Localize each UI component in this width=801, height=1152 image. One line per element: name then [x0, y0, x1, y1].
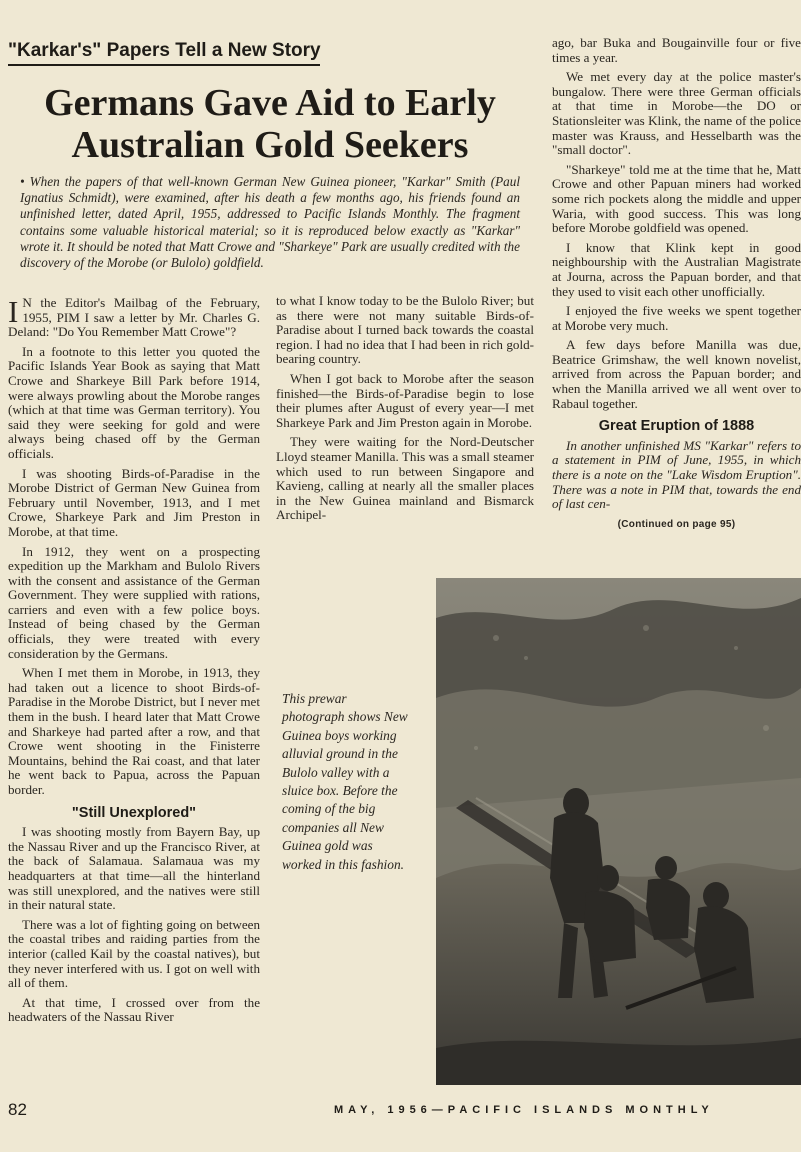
paragraph: I know that Klink kept in good neighbourship with the Australian Magistrate at Journa, across the Papuan border, and that they used to visit each other unofficially.: [552, 239, 801, 299]
page-number: 82: [8, 1100, 27, 1119]
text-column-3: [552, 36, 801, 576]
paragraph: When I met them in Morobe, in 1913, they had taken out a licence to shoot Birds-of-Paradise in the Morobe District, but I never met them in the bush. I heard later that Matt Crowe and Sharkeye had parted after a row, and that Crowe went shooting in the Finisterre Mountains, behind the Rai coast, and that later he went back to Papua, across the Papuan border.: [8, 665, 260, 797]
text-column-2: [276, 294, 534, 584]
paragraph: There was a lot of fighting going on between the coastal tribes and raiding parties from the interior (called Kail by the coastal natives), but they never interfered with us. I got on well with all of them.: [8, 916, 260, 991]
photo-caption: This prewar photograph shows New Guinea boys working alluvial ground in the Bulolo valley with a sluice box. Before the coming of the big companies all New Guinea gold was worked in this fashion.: [282, 691, 408, 872]
paragraph: We met every day at the police master's bungalow. There were three German officials at that time in Morobe—the DO or Stationsleiter was Klink, the name of the police master was Krauss, and Hesselbarth was the "small doctor".: [552, 69, 801, 158]
paragraph: I was shooting Birds-of-Paradise in the Morobe District of German New Guinea from February until November, 1913, and I met Crowe, Sharkeye Park and Jim Preston in Morobe, at that time.: [8, 465, 260, 539]
paragraph: "Sharkeye" told me at the time that he, Matt Crowe and other Papuan miners had worked some rich pockets along the middle and upper Waria, with good success. This was long before Morobe goldfield was opened.: [552, 161, 801, 236]
headline-line-2: Australian Gold Seekers: [71, 124, 469, 166]
paragraph: They were waiting for the Nord-Deutscher Lloyd steamer Manilla. This was a small steamer which used to run between Singapore and Kavieng, calling at nearly all the smaller places in the New Guinea mainland and Bismarck Archipel-: [276, 434, 534, 523]
paragraph: At that time, I crossed over from the headwaters of the Nassau River: [8, 994, 260, 1025]
article-intro: • When the papers of that well-known German New Guinea pioneer, "Karkar" Smith (Paul Ignatius Schmidt), were examined, after his death a few months ago, his friends found an unfinished letter, dated April, 1955, addressed to Pacific Islands Monthly. The fragment contains some valuable historical material; so it is reproduced below exactly as "Karkar" wrote it. It should be noted that Matt Crowe and "Sharkeye" Park are usually credited with the discovery of the Morobe (or Bulolo) goldfield.: [20, 174, 520, 271]
paragraph: When I got back to Morobe after the season finished—the Birds-of-Paradise begin to lose their plumes after August of every year—I met Sharkeye Park and Jim Preston again in Morobe.: [276, 370, 534, 430]
continued-note: (Continued on page 95): [617, 518, 736, 530]
paragraph: ago, bar Buka and Bougainville four or five times a year.: [552, 36, 801, 65]
running-footer: MAY, 1956—PACIFIC ISLANDS MONTHLY: [334, 1104, 714, 1116]
article-kicker: "Karkar's" Papers Tell a New Story: [8, 40, 320, 66]
paragraph: I enjoyed the five weeks we spent together at Morobe very much.: [552, 303, 801, 333]
paragraph: I was shooting mostly from Bayern Bay, up the Nassau River and up the Francisco River, at the back of Salamaua. Salamaua was my headquarters at that time—all the hinterland was still unexplored, and the natives were still in their natural state.: [8, 824, 260, 913]
paragraph: In another unfinished MS "Karkar" refers to a statement in PIM of June, 1955, in which there is a note on the "Lake Wisdom Eruption". There was a note in PIM that, towards the end of last cen-: [552, 437, 801, 512]
paragraph: to what I know today to be the Bulolo River; but as there were not many suitable Birds-of-Paradise about I turned back towards the coastal region. I had no idea that I had been in rich gold-bearing country.: [276, 294, 534, 367]
drop-cap: I: [8, 296, 19, 329]
text-column-1: [8, 296, 260, 1086]
paragraph: A few days before Manilla was due, Beatrice Grimshaw, the well known novelist, arrived from across the Papuan border; and when the Manilla arrived we all went over to Rabaul together.: [552, 337, 801, 411]
headline-line-1: Germans Gave Aid to Early: [44, 82, 496, 124]
section-subhead: Great Eruption of 1888: [598, 418, 755, 435]
paragraph: In 1912, they went on a prospecting expedition up the Markham and Bulolo Rivers with the consent and assistance of the German Government. They were supplied with rations, carriers and even with a few police boys. Instead of being chased by the German officials, they were treated with every consideration by the Germans.: [8, 543, 260, 661]
section-subhead: "Still Unexplored": [71, 804, 197, 821]
article-headline: [20, 82, 520, 166]
photograph-image: [436, 578, 801, 1085]
paragraph: In a footnote to this letter you quoted the Pacific Islands Year Book as saying that Matt Crowe and Sharkeye Bill Park before 1914, were always prowling about the Morobe ranges (which at that time was German territory). You said they were seeking for gold and were always being chased off by the German officials.: [8, 343, 260, 461]
photograph: [436, 578, 801, 1085]
paragraph: [8, 296, 260, 340]
paragraph-text: N the Editor's Mailbag of the February, 1955, PIM I saw a letter by Mr. Charles G. Deland: "Do You Remember Matt Crowe"?: [8, 296, 260, 340]
